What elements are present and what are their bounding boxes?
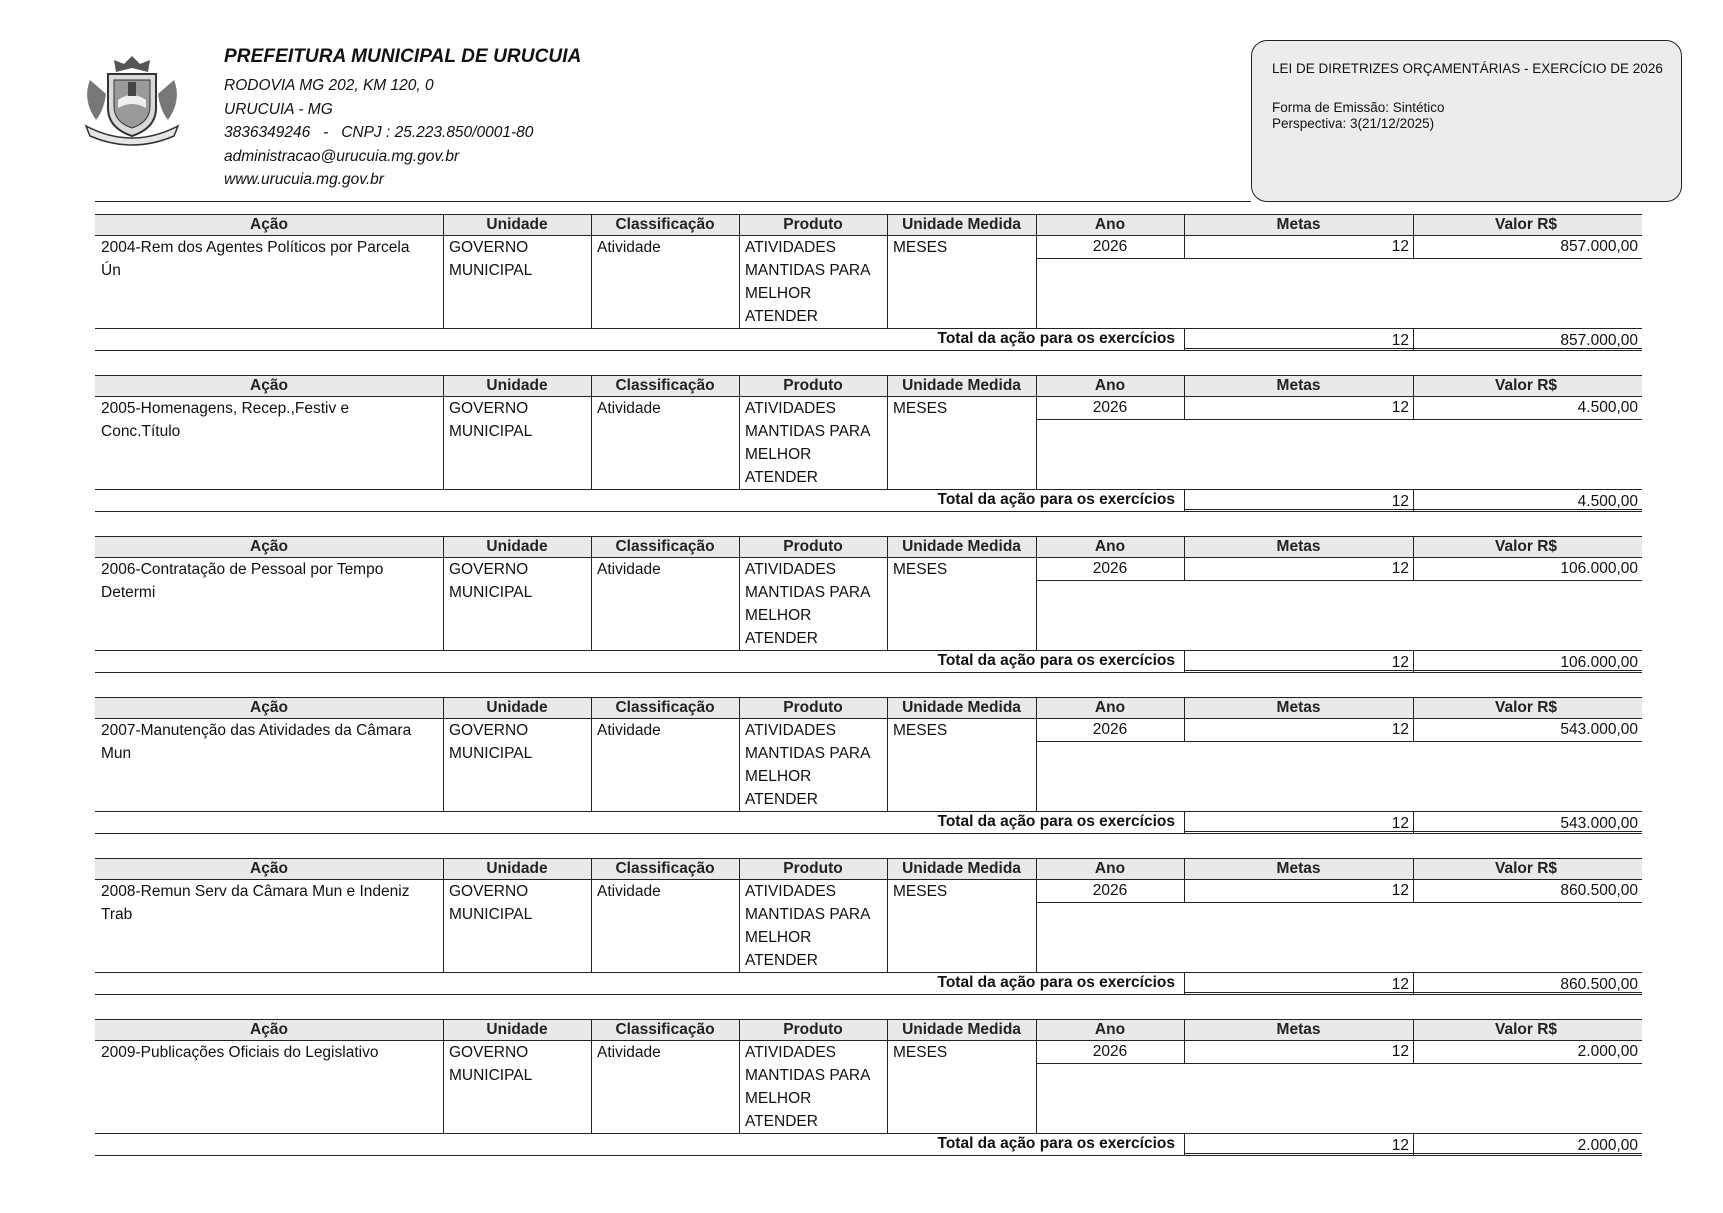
action-product: MANTIDAS PARA [745,745,871,762]
column-header-classificacao: Classificação [615,377,715,394]
row-underline [1036,419,1642,420]
column-header-unidade: Unidade [486,377,548,394]
action-product: MANTIDAS PARA [745,423,871,440]
row-underline [1036,258,1642,259]
row-divider [739,1041,740,1133]
column-header-unidade: Unidade [486,1021,548,1038]
action-product: MANTIDAS PARA [745,906,871,923]
action-block [95,693,1642,843]
column-header-produto: Produto [783,1021,843,1038]
total-top-rule [95,1133,1642,1134]
column-header-valor: Valor R$ [1495,699,1558,716]
column-header-metas: Metas [1276,699,1321,716]
column-divider [1036,859,1037,879]
total-goal: 12 [1391,654,1409,671]
action-block [95,371,1642,521]
column-header-acao: Ação [250,1021,288,1038]
column-divider [1036,698,1037,718]
action-unit: GOVERNO [449,239,529,256]
column-header-produto: Produto [783,699,843,716]
action-unit: GOVERNO [449,400,529,417]
column-header-ano: Ano [1094,1021,1126,1038]
column-header-ano: Ano [1094,377,1126,394]
action-product: ATIVIDADES [745,1044,837,1061]
action-product: MANTIDAS PARA [745,262,871,279]
column-divider [1413,1020,1414,1040]
column-header-classificacao: Classificação [615,216,715,233]
organization-name: PREFEITURA MUNICIPAL DE URUCUIA [224,46,582,67]
action-unit: MUNICIPAL [449,423,533,440]
organization-email[interactable]: administracao@urucuia.mg.gov.br [224,147,460,165]
action-product: MELHOR [745,607,812,624]
column-divider [1184,1020,1185,1040]
total-label: Total da ação para os exercícios [937,652,1175,669]
action-product: MELHOR [745,768,812,785]
action-product: ATENDER [745,630,818,647]
column-header-metas: Metas [1276,538,1321,555]
total-bottom-rule [95,350,1642,351]
action-year: 2026 [1092,721,1128,738]
column-header-acao: Ação [250,699,288,716]
total-value-underline [1184,831,1642,832]
column-divider [443,215,444,235]
column-divider [1184,859,1185,879]
column-header-ano: Ano [1094,699,1126,716]
action-measure-unit: MESES [893,400,948,417]
column-divider [591,215,592,235]
action-product: MELHOR [745,446,812,463]
action-year: 2026 [1092,882,1128,899]
row-divider [739,236,740,328]
total-value: 860.500,00 [1560,976,1638,993]
total-bottom-rule [95,833,1642,834]
row-divider [887,397,888,489]
row-underline [1036,741,1642,742]
column-divider [591,859,592,879]
column-divider [1036,376,1037,396]
row-divider [591,1041,592,1133]
action-year: 2026 [1092,399,1128,416]
action-product: ATIVIDADES [745,561,837,578]
row-divider [443,880,444,972]
column-divider [887,859,888,879]
column-divider [1184,698,1185,718]
column-header-metas: Metas [1276,216,1321,233]
action-name: 2009-Publicações Oficiais do Legislativo [101,1044,379,1061]
column-divider [887,537,888,557]
action-product: MELHOR [745,929,812,946]
column-divider [739,376,740,396]
total-top-rule [95,328,1642,329]
row-divider [443,719,444,811]
row-divider [739,880,740,972]
action-name: 2006-Contratação de Pessoal por Tempo [101,561,384,578]
total-bottom-rule [95,1155,1642,1156]
action-unit: MUNICIPAL [449,745,533,762]
total-value: 543.000,00 [1560,815,1638,832]
action-goal: 12 [1391,560,1409,577]
column-divider [1413,215,1414,235]
column-divider [1184,215,1185,235]
action-goal: 12 [1391,721,1409,738]
column-header-acao: Ação [250,860,288,877]
action-product: ATENDER [745,791,818,808]
action-product: ATIVIDADES [745,722,837,739]
column-divider [739,215,740,235]
action-unit: GOVERNO [449,1044,529,1061]
column-header-row [95,697,1642,719]
total-bottom-rule [95,511,1642,512]
total-label: Total da ação para os exercícios [937,974,1175,991]
row-divider [739,719,740,811]
column-header-row [95,536,1642,558]
action-name: Ún [101,262,121,279]
column-divider [887,1020,888,1040]
action-unit: GOVERNO [449,883,529,900]
action-name: Conc.Título [101,423,181,440]
row-divider [443,1041,444,1133]
action-value: 106.000,00 [1560,560,1638,577]
row-divider [887,558,888,650]
row-divider [591,236,592,328]
column-divider [591,376,592,396]
action-year: 2026 [1092,238,1128,255]
column-header-classificacao: Classificação [615,860,715,877]
action-value: 857.000,00 [1560,238,1638,255]
action-product: ATIVIDADES [745,883,837,900]
column-header-unidade: Unidade [486,538,548,555]
row-divider [887,880,888,972]
column-header-metas: Metas [1276,377,1321,394]
action-value: 860.500,00 [1560,882,1638,899]
row-underline [1036,1063,1642,1064]
column-header-acao: Ação [250,377,288,394]
column-divider [739,537,740,557]
column-header-acao: Ação [250,538,288,555]
column-header-unidade: Unidade [486,699,548,716]
action-name: Mun [101,745,132,762]
row-underline [1036,580,1642,581]
column-header-classificacao: Classificação [615,538,715,555]
column-header-row [95,375,1642,397]
total-value: 4.500,00 [1577,493,1638,510]
column-divider [1413,537,1414,557]
total-goal: 12 [1391,1137,1409,1154]
action-name: Determi [101,584,156,601]
column-header-produto: Produto [783,377,843,394]
column-divider [739,1020,740,1040]
total-top-rule [95,489,1642,490]
row-divider [443,397,444,489]
column-header-valor: Valor R$ [1495,860,1558,877]
row-divider [591,880,592,972]
column-header-unidade-medida: Unidade Medida [902,1021,1021,1038]
column-divider [443,376,444,396]
organization-city: URUCUIA - MG [224,100,333,118]
column-divider [591,537,592,557]
action-name: 2007-Manutenção das Atividades da Câmara [101,722,412,739]
total-top-rule [95,650,1642,651]
column-divider [1036,215,1037,235]
total-goal: 12 [1391,493,1409,510]
column-divider [887,376,888,396]
column-header-metas: Metas [1276,1021,1321,1038]
action-value: 543.000,00 [1560,721,1638,738]
total-goal: 12 [1391,815,1409,832]
total-value-underline [1184,348,1642,349]
action-measure-unit: MESES [893,883,948,900]
action-classification: Atividade [597,722,661,739]
column-header-valor: Valor R$ [1495,216,1558,233]
column-header-unidade: Unidade [486,216,548,233]
action-product: MELHOR [745,285,812,302]
row-divider [443,236,444,328]
row-underline [1036,902,1642,903]
column-header-unidade-medida: Unidade Medida [902,538,1021,555]
action-measure-unit: MESES [893,1044,948,1061]
action-measure-unit: MESES [893,239,948,256]
column-header-ano: Ano [1094,860,1126,877]
column-header-unidade-medida: Unidade Medida [902,216,1021,233]
action-unit: MUNICIPAL [449,262,533,279]
action-unit: MUNICIPAL [449,1067,533,1084]
column-divider [887,698,888,718]
column-divider [1413,376,1414,396]
column-header-ano: Ano [1094,538,1126,555]
column-divider [443,859,444,879]
column-header-valor: Valor R$ [1495,1021,1558,1038]
action-year: 2026 [1092,560,1128,577]
total-goal: 12 [1391,976,1409,993]
action-block [95,210,1642,360]
column-header-valor: Valor R$ [1495,538,1558,555]
column-divider [887,215,888,235]
column-divider [1036,1020,1037,1040]
total-label: Total da ação para os exercícios [937,1135,1175,1152]
action-goal: 12 [1391,399,1409,416]
column-header-metas: Metas [1276,860,1321,877]
action-value: 4.500,00 [1577,399,1638,416]
row-divider [739,397,740,489]
action-name: 2008-Remun Serv da Câmara Mun e Indeniz [101,883,410,900]
action-product: ATENDER [745,1113,818,1130]
column-header-classificacao: Classificação [615,699,715,716]
column-header-ano: Ano [1094,216,1126,233]
action-name: Trab [101,906,133,923]
action-unit: MUNICIPAL [449,584,533,601]
column-divider [1184,537,1185,557]
action-product: MANTIDAS PARA [745,1067,871,1084]
column-header-row [95,858,1642,880]
column-header-produto: Produto [783,860,843,877]
action-product: ATENDER [745,308,818,325]
column-divider [591,1020,592,1040]
action-unit: MUNICIPAL [449,906,533,923]
column-header-unidade-medida: Unidade Medida [902,699,1021,716]
column-divider [739,698,740,718]
total-goal: 12 [1391,332,1409,349]
action-product: MELHOR [745,1090,812,1107]
column-header-row [95,214,1642,236]
total-value-underline [1184,670,1642,671]
total-value: 857.000,00 [1560,332,1638,349]
action-goal: 12 [1391,238,1409,255]
organization-website[interactable]: www.urucuia.mg.gov.br [224,171,384,188]
column-divider [1413,698,1414,718]
action-measure-unit: MESES [893,722,948,739]
emission-form: Forma de Emissão: Sintético [1272,99,1445,115]
action-block [95,1015,1642,1165]
row-divider [591,558,592,650]
action-name: 2004-Rem dos Agentes Políticos por Parcela [101,239,410,256]
action-product: ATIVIDADES [745,400,837,417]
column-divider [443,698,444,718]
total-label: Total da ação para os exercícios [937,491,1175,508]
column-divider [1413,859,1414,879]
row-divider [591,719,592,811]
column-header-classificacao: Classificação [615,1021,715,1038]
total-value: 2.000,00 [1577,1137,1638,1154]
column-divider [1036,537,1037,557]
action-classification: Atividade [597,1044,661,1061]
total-value-underline [1184,509,1642,510]
column-header-produto: Produto [783,216,843,233]
action-unit: GOVERNO [449,561,529,578]
action-product: ATENDER [745,469,818,486]
action-product: ATENDER [745,952,818,969]
column-divider [591,698,592,718]
action-classification: Atividade [597,561,661,578]
row-divider [887,719,888,811]
action-classification: Atividade [597,239,661,256]
action-name: 2005-Homenagens, Recep.,Festiv e [101,400,350,417]
action-goal: 12 [1391,882,1409,899]
row-divider [887,1041,888,1133]
row-divider [739,558,740,650]
action-value: 2.000,00 [1577,1043,1638,1060]
row-divider [887,236,888,328]
organization-address: RODOVIA MG 202, KM 120, 0 [224,77,434,94]
column-header-acao: Ação [250,216,288,233]
total-value-underline [1184,1153,1642,1154]
action-classification: Atividade [597,883,661,900]
column-header-valor: Valor R$ [1495,377,1558,394]
column-divider [1184,376,1185,396]
action-classification: Atividade [597,400,661,417]
report-perspective: Perspectiva: 3(21/12/2025) [1272,116,1435,131]
total-top-rule [95,811,1642,812]
column-header-unidade-medida: Unidade Medida [902,860,1021,877]
column-divider [443,1020,444,1040]
total-top-rule [95,972,1642,973]
total-value-underline [1184,992,1642,993]
column-header-unidade-medida: Unidade Medida [902,377,1021,394]
row-divider [443,558,444,650]
total-bottom-rule [95,994,1642,995]
action-block [95,854,1642,1004]
organization-phone-cnpj: 3836349246 - CNPJ : 25.223.850/0001-80 [224,124,534,141]
row-divider [591,397,592,489]
column-divider [739,859,740,879]
column-header-produto: Produto [783,538,843,555]
total-label: Total da ação para os exercícios [937,813,1175,830]
column-divider [443,537,444,557]
action-year: 2026 [1092,1043,1128,1060]
action-measure-unit: MESES [893,561,948,578]
action-product: MANTIDAS PARA [745,584,871,601]
action-block [95,532,1642,682]
total-bottom-rule [95,672,1642,673]
column-header-unidade: Unidade [486,860,548,877]
report-title: LEI DE DIRETRIZES ORÇAMENTÁRIAS - EXERCÍCIO DE 2026 [1272,61,1663,76]
column-header-row [95,1019,1642,1041]
action-goal: 12 [1391,1043,1409,1060]
total-label: Total da ação para os exercícios [937,330,1175,347]
total-value: 106.000,00 [1560,654,1638,671]
action-product: ATIVIDADES [745,239,837,256]
action-unit: GOVERNO [449,722,529,739]
